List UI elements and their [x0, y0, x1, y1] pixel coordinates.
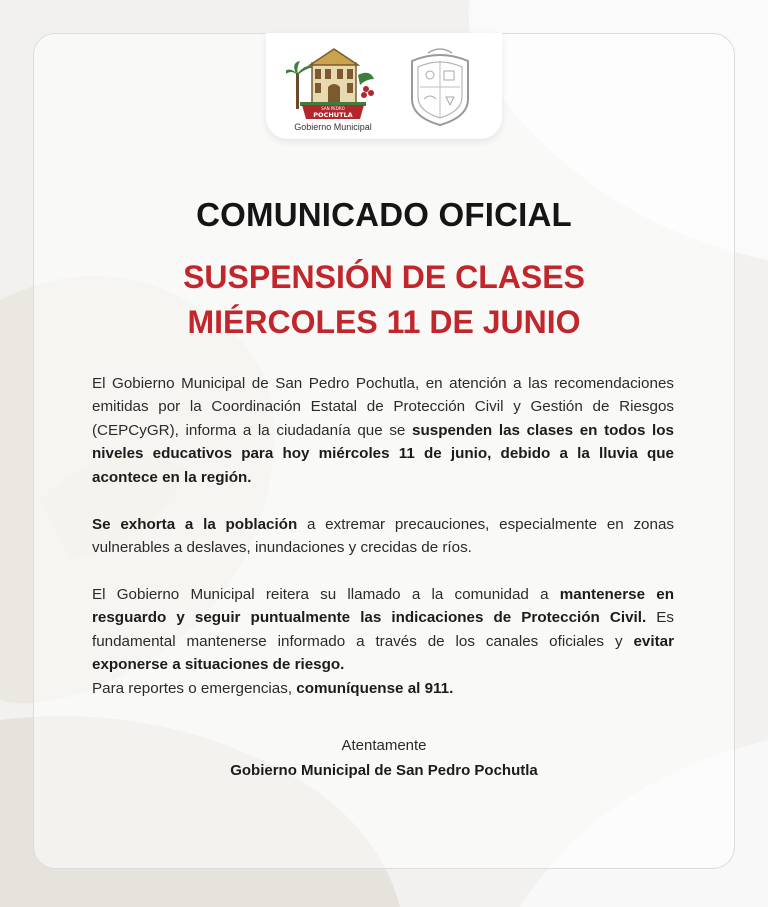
safety-instruction: mantenerse en resguardo y seguir puntualmente las indicaciones de Protección Civil. [92, 586, 674, 627]
safety-mid: Es fundamental mantenerse informado a través de los canales oficiales y [92, 609, 674, 650]
page-title: COMUNICADO OFICIAL [196, 196, 572, 233]
state-seal-icon [404, 47, 476, 129]
paragraph-safety-call [92, 583, 674, 677]
announcement-suspension: suspenden las clases en todos los niveles educativos para hoy miércoles 11 de junio, debido a la lluvia que acontece en la región. [92, 421, 674, 486]
exhortation-text: a extremar precauciones, especialmente en zonas vulnerables a deslaves, inundaciones y crecidas de ríos. [92, 516, 674, 557]
safety-intro: El Gobierno Municipal reitera su llamado a la comunidad a [92, 586, 560, 603]
emergency-intro: Para reportes o emergencias, [92, 680, 297, 697]
exhortation-lead: Se exhorta a la población [92, 516, 298, 533]
logo-caption: Gobierno Municipal [294, 122, 372, 132]
safety-warning: evitar exponerse a situaciones de riesgo. [92, 632, 674, 674]
paragraph-announcement [92, 372, 674, 489]
subtitle-line-1: SUSPENSIÓN DE CLASES [183, 259, 585, 295]
municipal-logo [286, 45, 380, 137]
closing-signature: Gobierno Municipal de San Pedro Pochutla [230, 762, 538, 779]
logo-header [266, 33, 502, 139]
announcement-intro: El Gobierno Municipal de San Pedro Pochutla, en atención a las recomendaciones emitidas por la Coordinación Estatal de Protección Civil y Gestión de Riesgos (CEPCyGR), informa a la ciudadanía que se [92, 375, 674, 439]
banner-name-text: POCHUTLA [313, 111, 353, 119]
subtitle-line-2: MIÉRCOLES 11 DE JUNIO [187, 304, 581, 340]
paragraph-exhortation [92, 513, 674, 560]
paragraph-emergency [92, 677, 674, 700]
closing-salutation: Atentamente [341, 737, 427, 754]
banner-top-text: SAN PEDRO [321, 106, 345, 111]
emergency-number: comuníquense al 911. [296, 680, 454, 697]
